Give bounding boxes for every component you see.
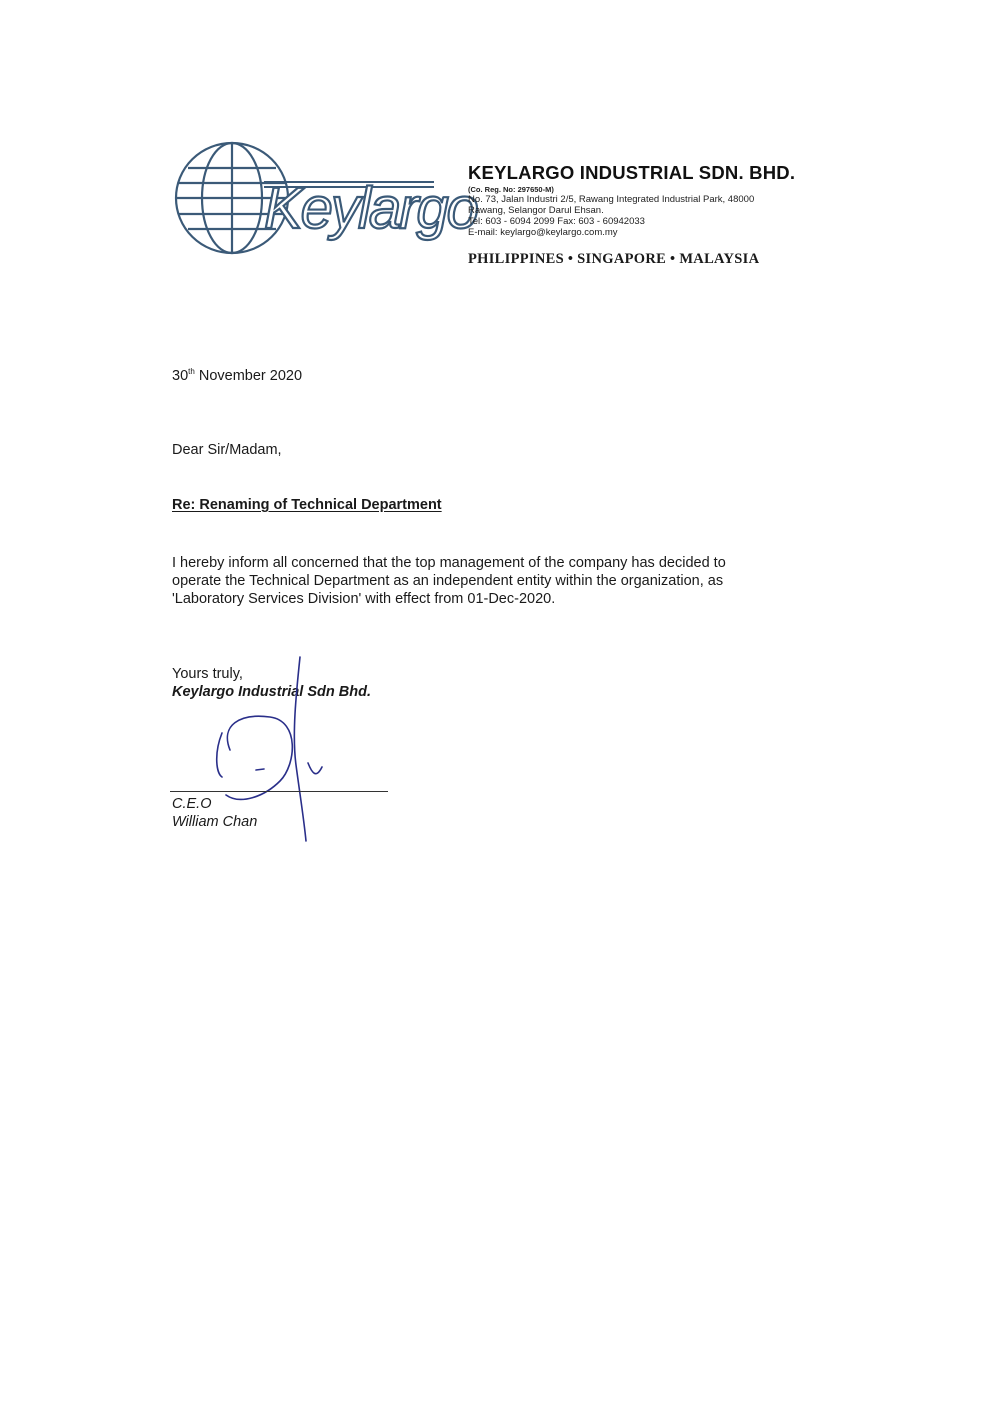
date-rest: November 2020 (194, 368, 303, 384)
closing-company: Keylargo Industrial Sdn Bhd. (172, 684, 371, 700)
closing-phrase: Yours truly, (172, 666, 243, 682)
date-day: 30 (172, 368, 189, 384)
company-address-1: No. 73, Jalan Industri 2/5, Rawang Integrated Industrial Park, 48000 (468, 194, 755, 205)
letter-subject: Re: Renaming of Technical Department (172, 497, 442, 513)
letter-body (172, 554, 822, 608)
body-line-3: 'Laboratory Services Division' with effect from 01-Dec-2020. (172, 591, 556, 607)
body-line-1: I hereby inform all concerned that the top management of the company has decided to (172, 555, 726, 571)
signature-line (170, 791, 388, 792)
company-countries: PHILIPPINES • SINGAPORE • MALAYSIA (468, 251, 760, 267)
company-tel-fax: Tel: 603 - 6094 2099 Fax: 603 - 60942033 (468, 216, 645, 227)
signatory-title: C.E.O (172, 796, 212, 812)
letter-date (172, 368, 302, 384)
company-info (468, 162, 848, 238)
signatory-name: William Chan (172, 814, 258, 830)
signatory (172, 795, 257, 831)
keylargo-logo (172, 138, 477, 262)
body-line-2: operate the Technical Department as an independent entity within the organization, as (172, 573, 724, 589)
company-email: E-mail: keylargo@keylargo.com.my (468, 227, 618, 238)
date-suffix: th (188, 367, 195, 377)
company-name: KEYLARGO INDUSTRIAL SDN. BHD. (468, 162, 796, 183)
salutation: Dear Sir/Madam, (172, 442, 282, 458)
company-address-2: Rawang, Selangor Darul Ehsan. (468, 205, 604, 216)
company-reg-no: (Co. Reg. No: 297650-M) (468, 185, 554, 194)
logo-wordmark: Keylargo (264, 176, 477, 241)
